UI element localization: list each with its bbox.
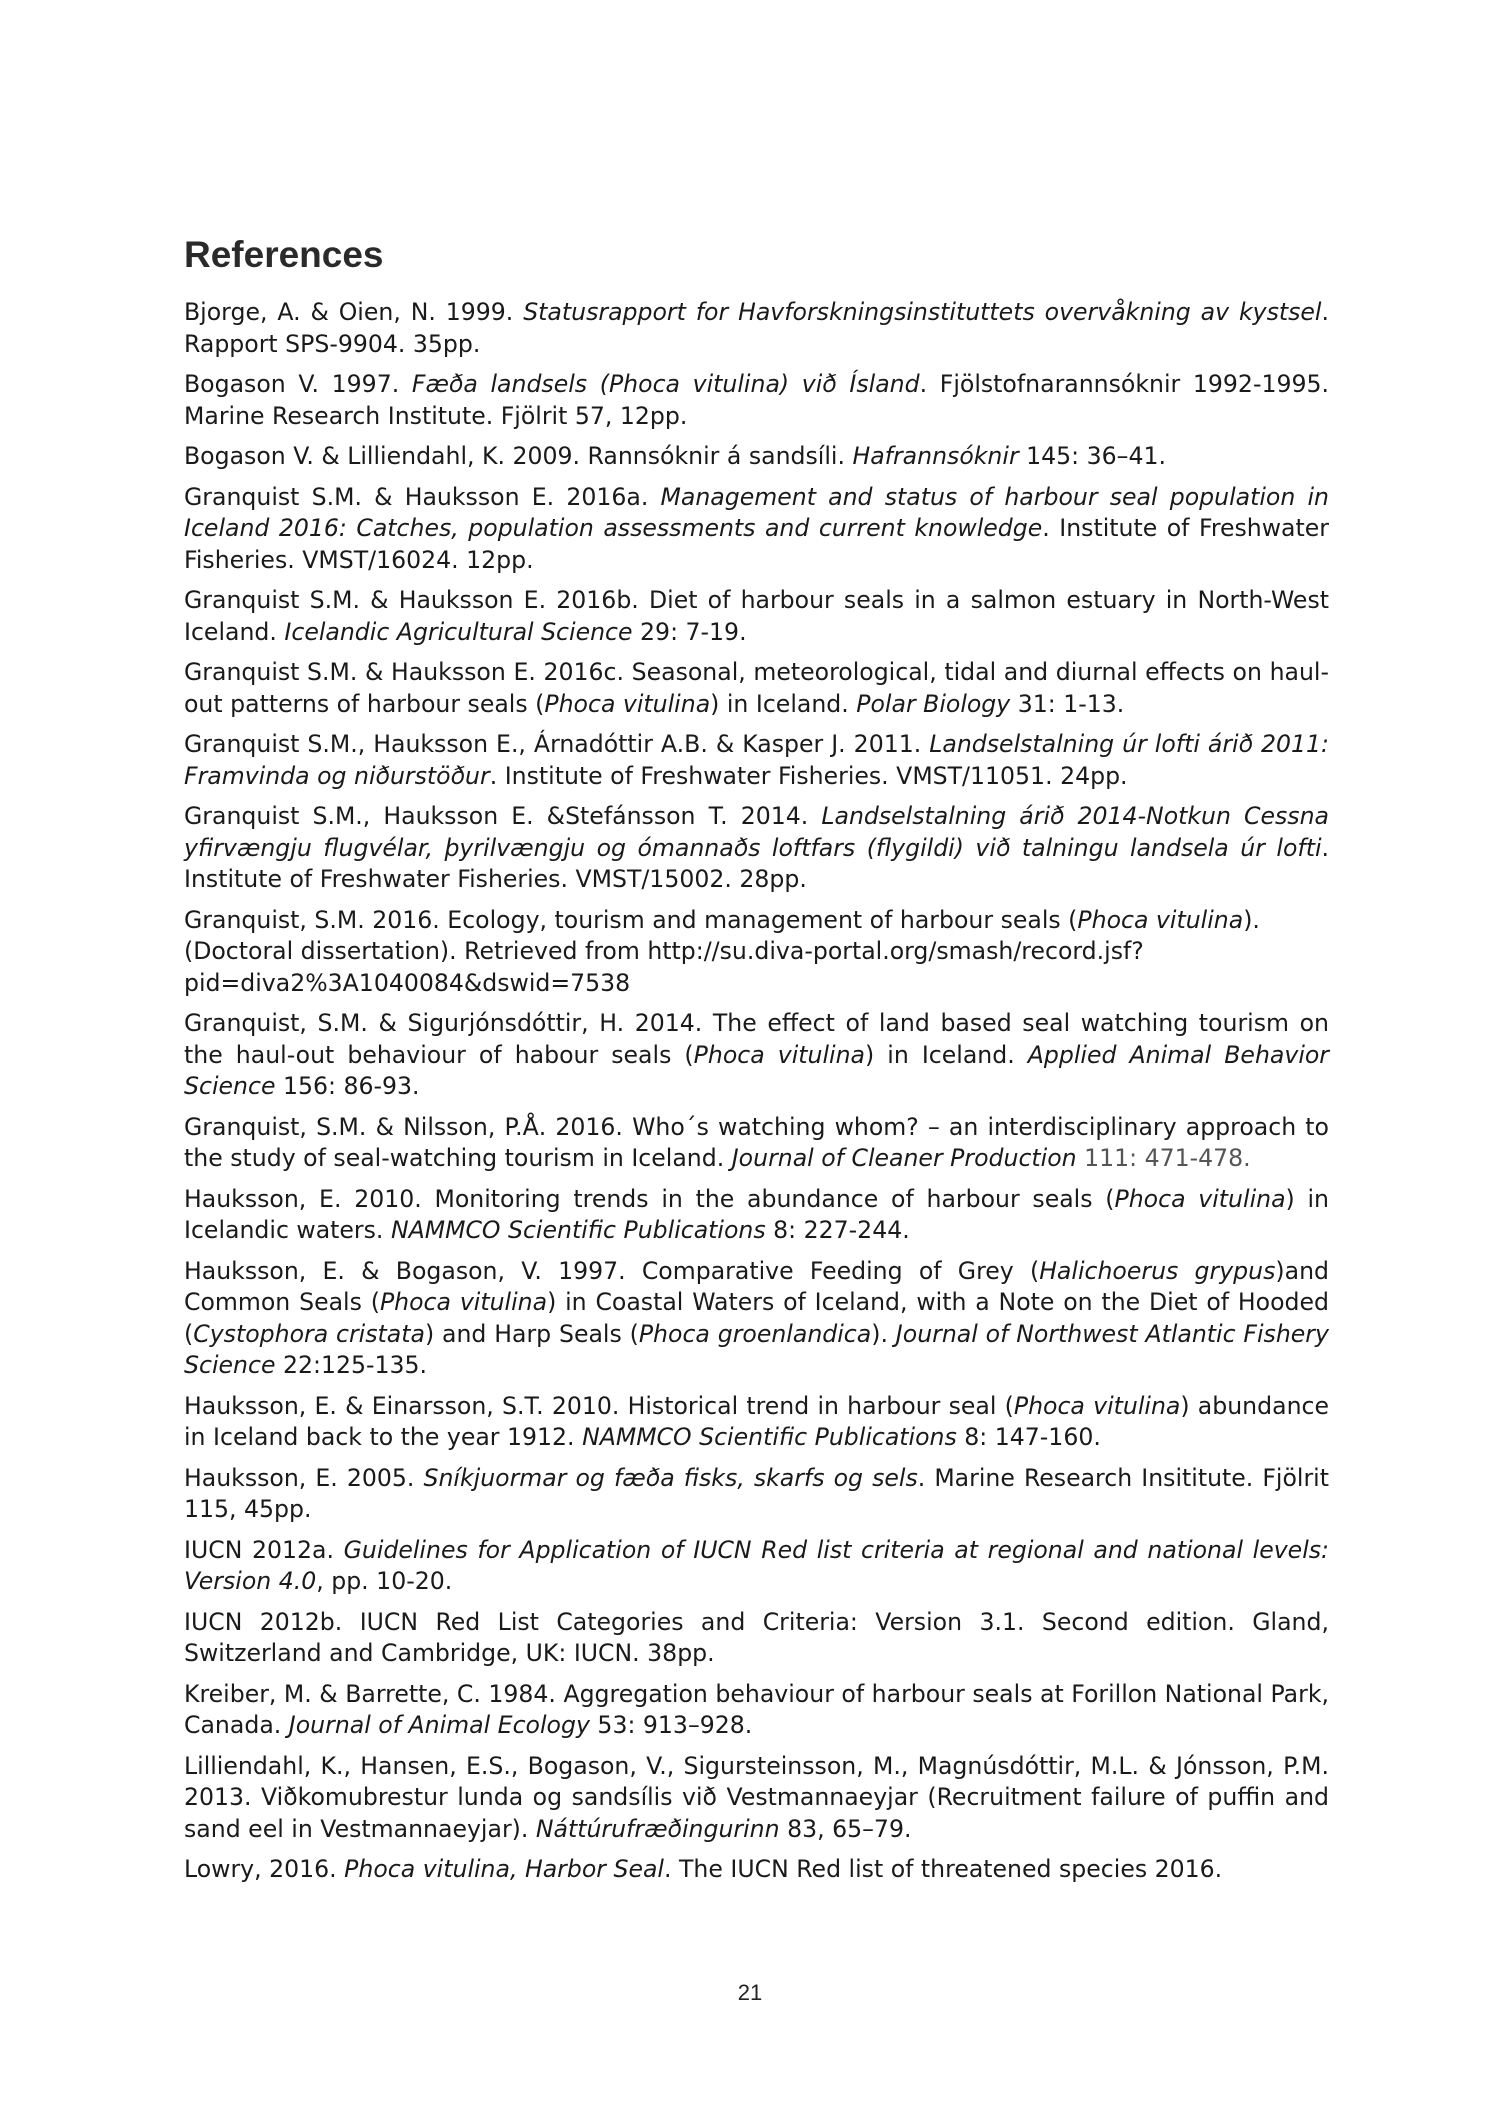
ref-text: Hauksson, E. & Bogason, V. 1997. Comparative Feeding of Grey (	[184, 1256, 1040, 1285]
reference-entry	[184, 905, 1329, 1000]
reference-entry	[184, 369, 1329, 432]
ref-text: 29: 7-19.	[632, 617, 747, 646]
reference-entry	[184, 1008, 1329, 1103]
ref-text: . The IUCN Red list of threatened species 2016.	[663, 1855, 1223, 1883]
ref-text: ) in Iceland.	[710, 689, 857, 718]
reference-entry	[184, 1607, 1329, 1670]
reference-entry	[184, 1751, 1329, 1846]
ref-text: Granquist S.M. & Hauksson E. 2016a.	[184, 482, 661, 511]
ref-text: ) in Coastal Waters of Iceland, with a Note on the Diet of Hooded (	[184, 1288, 1329, 1348]
ref-italic: Statusrapport for Havforskningsinstituttets overvåkning av kystsel	[523, 298, 1322, 326]
ref-text: Granquist, S.M. 2016. Ecology, tourism and management of harbour seals (	[184, 905, 1078, 934]
ref-text: 156: 86-93.	[275, 1072, 420, 1100]
ref-italic: Icelandic Agricultural Science	[284, 617, 633, 646]
ref-text: Lowry, 2016.	[184, 1855, 345, 1883]
ref-italic: Journal of Animal Ecology	[288, 1711, 590, 1739]
ref-italic: Náttúrufræðingurinn	[535, 1814, 780, 1843]
reference-entry	[184, 657, 1329, 720]
ref-text: IUCN 2012b. IUCN Red List Categories and Criteria: Version 3.1. Second edition. Gland, Switzerland and Cambridge, UK: IUCN. 38pp.	[184, 1607, 1329, 1667]
ref-italic: Phoca groenlandica	[638, 1319, 872, 1348]
ref-text: Hauksson, E. 2010. Monitoring trends in the abundance of harbour seals (	[184, 1184, 1115, 1213]
reference-list	[184, 297, 1329, 1895]
ref-text: Granquist S.M., Hauksson E. &Stefánsson T. 2014.	[184, 802, 822, 830]
ref-text: Granquist S.M. & Hauksson E. 2016b. Diet of harbour seals in a salmon estuary in North-West Iceland.	[184, 586, 1329, 646]
ref-text: Hauksson, E. 2005.	[184, 1463, 424, 1492]
reference-entry	[184, 1854, 1329, 1886]
reference-entry	[184, 1256, 1329, 1382]
ref-text: . Institute of Freshwater Fisheries. VMST/11051. 24pp.	[489, 761, 1128, 790]
ref-text: )and Common Seals (	[184, 1256, 1330, 1316]
ref-text: 111: 471-478.	[1084, 1144, 1251, 1172]
ref-italic: Cystophora cristata	[193, 1319, 425, 1348]
ref-italic: Guidelines for Application of IUCN Red list criteria at regional and national levels: Version 4.0	[184, 1535, 1329, 1595]
ref-text: 83, 65–79.	[779, 1814, 912, 1843]
ref-text: 53: 913–928.	[589, 1711, 753, 1739]
ref-italic: Management and status of harbour seal population in Iceland 2016: Catches, population assessments and current knowledge	[184, 482, 1329, 542]
ref-text	[1077, 1144, 1085, 1172]
ref-text: ).	[871, 1319, 896, 1348]
ref-italic: Phoca vitulina, Harbor Seal	[344, 1855, 664, 1883]
ref-italic: Journal of Northwest Atlantic Fishery Science	[184, 1319, 1329, 1379]
ref-text: ) in Icelandic waters.	[184, 1184, 1330, 1244]
reference-entry	[184, 1184, 1329, 1247]
ref-text: . Institute of Freshwater Fisheries. VMST/15002. 28pp.	[184, 833, 1329, 893]
ref-text: . Fjölstofnarannsóknir 1992-1995. Marine Research Institute. Fjölrit 57, 12pp.	[184, 370, 1329, 430]
ref-italic: Landselstalning úr lofti árið 2011: Framvinda og niðurstöður	[184, 730, 1330, 790]
ref-italic: Landselstalning árið 2014-Notkun Cessna yfirvængju flugvélar, þyrilvængju og ómannaðs loftfars (flygildi) við talningu landsela úr lofti	[184, 802, 1329, 862]
ref-italic: Hafrannsóknir	[852, 442, 1019, 470]
reference-entry	[184, 441, 1329, 473]
ref-italic: Phoca vitulina	[1013, 1391, 1181, 1420]
ref-italic: Phoca vitulina	[1077, 905, 1244, 934]
ref-text: Bogason V. & Lilliendahl, K. 2009. Rannsóknir á sandsíli.	[184, 442, 853, 470]
ref-text: , pp. 10-20.	[316, 1567, 453, 1595]
ref-italic: Polar Biology	[856, 689, 1011, 718]
ref-text: Lilliendahl, K., Hansen, E.S., Bogason, V., Sigursteinsson, M., Magnúsdóttir, M.L. & Jónsson, P.M. 2013. Viðkomubrestur lunda og sandsílis við Vestmannaeyjar (Recruitment failure of puffin and sand eel in Vestmannaeyjar).	[184, 1751, 1329, 1843]
reference-entry	[184, 1679, 1329, 1742]
ref-text: ) and Harp Seals (	[424, 1319, 639, 1348]
ref-text: . Rapport SPS-9904. 35pp.	[184, 298, 1329, 358]
ref-text: Hauksson, E. & Einarsson, S.T. 2010. Historical trend in harbour seal (	[184, 1391, 1014, 1420]
reference-entry	[184, 801, 1329, 896]
ref-italic: Applied Animal Behavior Science	[184, 1040, 1330, 1100]
ref-italic: Phoca vitulina	[379, 1288, 548, 1316]
ref-italic: Fæða landsels (Phoca vitulina) við Ísland	[411, 370, 920, 398]
page-title: References	[184, 234, 384, 275]
ref-text: 8: 147-160.	[956, 1423, 1101, 1451]
ref-text: 145: 36–41.	[1018, 442, 1166, 470]
ref-text: IUCN 2012a.	[184, 1535, 344, 1564]
reference-entry	[184, 1535, 1329, 1598]
ref-text: . Marine Research Insititute. Fjölrit 115, 45pp.	[184, 1463, 1329, 1523]
ref-italic: NAMMCO Scientific Publications	[390, 1216, 766, 1244]
ref-italic: Phoca vitulina	[544, 689, 711, 718]
reference-entry	[184, 1112, 1329, 1175]
ref-italic: Sníkjuormar og fæða fisks, skarfs og sels	[423, 1463, 918, 1492]
ref-italic: Phoca vitulina	[1114, 1184, 1286, 1213]
reference-entry	[184, 297, 1329, 360]
ref-text: 8: 227-244.	[765, 1216, 910, 1244]
ref-text: ). (Doctoral dissertation). Retrieved from http://su.diva-portal.org/smash/record.jsf?pid=diva2%3A1040084&dswid=7538	[184, 905, 1260, 997]
reference-entry	[184, 1463, 1329, 1526]
reference-entry	[184, 585, 1329, 648]
ref-text: 31: 1-13.	[1010, 689, 1125, 718]
ref-text: ) abundance in Iceland back to the year 1912.	[184, 1391, 1330, 1451]
reference-entry	[184, 482, 1329, 577]
page-number: 21	[737, 1980, 763, 2005]
ref-text: Bjorge, A. & Oien, N. 1999.	[184, 298, 524, 326]
ref-text: Granquist S.M., Hauksson E., Árnadóttir A.B. & Kasper J. 2011.	[184, 730, 930, 758]
ref-italic: NAMMCO Scientific Publications	[582, 1423, 957, 1451]
ref-text: 22:125-135.	[275, 1351, 428, 1379]
ref-text: ) in Iceland.	[865, 1040, 1028, 1069]
ref-italic: Journal of Cleaner Production	[731, 1144, 1077, 1172]
ref-text: Granquist, S.M. & Sigurjónsdóttir, H. 2014. The effect of land based seal watching tourism on the haul-out behaviour of habour seals (	[184, 1009, 1329, 1069]
ref-italic: Halichoerus grypus	[1039, 1256, 1276, 1285]
ref-text: Kreiber, M. & Barrette, C. 1984. Aggregation behaviour of harbour seals at Forillon National Park, Canada.	[184, 1679, 1329, 1739]
ref-text: Granquist, S.M. & Nilsson, P.Å. 2016. Who´s watching whom? – an interdisciplinary approach to the study of seal-watching tourism in Iceland.	[184, 1112, 1329, 1172]
ref-text: Granquist S.M. & Hauksson E. 2016c. Seasonal, meteorological, tidal and diurnal effects on haul-out patterns of harbour seals (	[184, 658, 1329, 718]
reference-entry	[184, 729, 1329, 792]
reference-entry	[184, 1391, 1329, 1454]
ref-text: Bogason V. 1997.	[184, 370, 412, 398]
ref-text: . Institute of Freshwater Fisheries. VMST/16024. 12pp.	[184, 514, 1329, 574]
ref-italic: Phoca vitulina	[693, 1040, 865, 1069]
